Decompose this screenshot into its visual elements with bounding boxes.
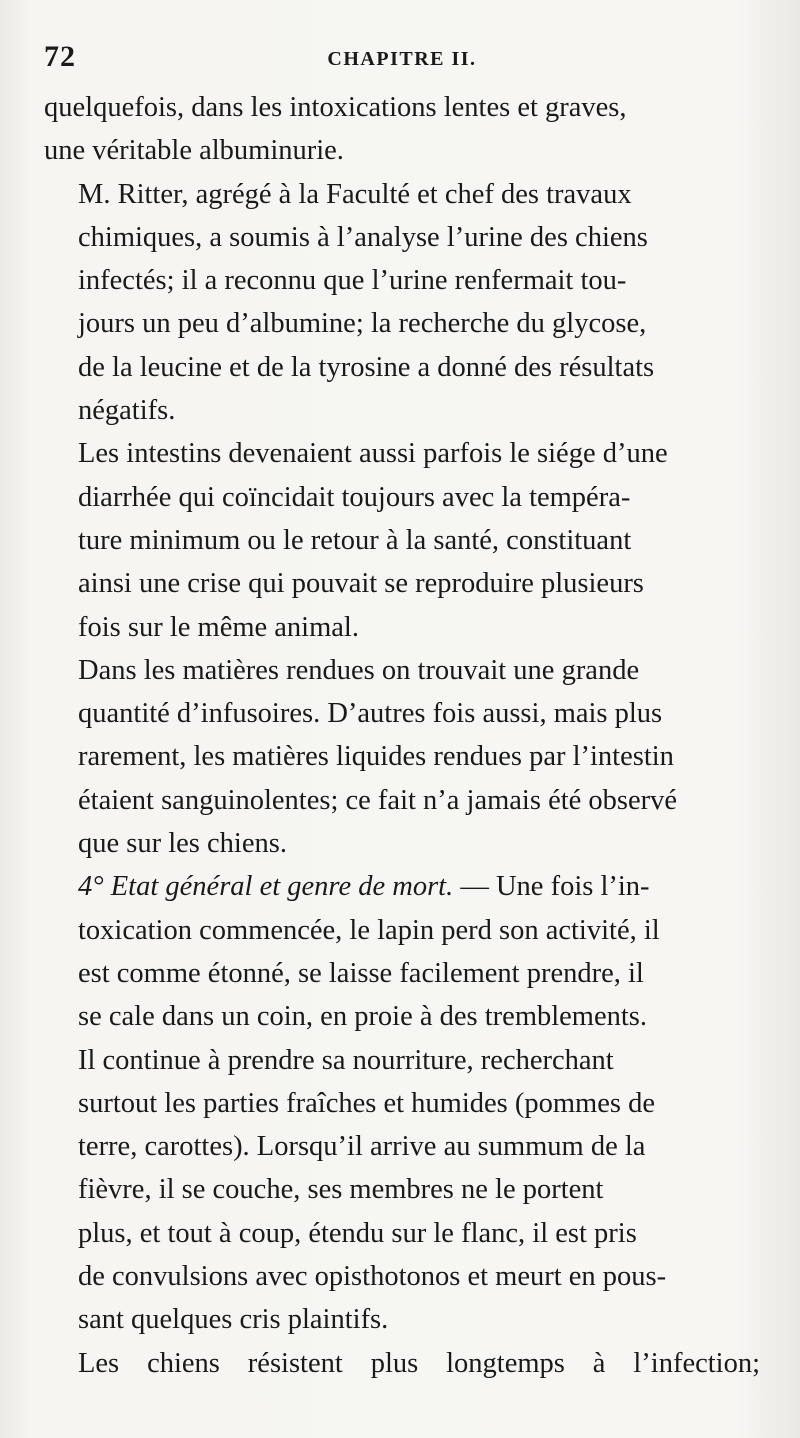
text-line: terre, carottes). Lorsqu’il arrive au summum de la [78, 1131, 646, 1163]
text-line: quelquefois, dans les intoxications lentes et graves, [44, 92, 627, 123]
paragraph-4 [44, 649, 760, 865]
text-line: rarement, les matières liquides rendues par l’intestin [78, 741, 674, 773]
text-line: étaient sanguinolentes; ce fait n’a jamais été observé [78, 784, 678, 816]
text-line: quantité d’infusoires. D’autres fois aussi, mais plus [78, 698, 663, 730]
text-line: plus, et tout à coup, étendu sur le flanc, il est pris [78, 1217, 637, 1249]
text-line: se cale dans un coin, en proie à des tremblements. [78, 1001, 648, 1033]
text-line: Les chiens résistent plus longtemps à l’infection; [78, 1347, 760, 1379]
text-line: sant quelques cris plaintifs. [78, 1304, 389, 1336]
text-line: Les intestins devenaient aussi parfois le siége d’une [78, 438, 668, 470]
text-line: une véritable albuminurie. [44, 135, 344, 167]
text-line [44, 865, 760, 908]
text-line: de la leucine et de la tyrosine a donné des résultats [78, 351, 655, 383]
section-heading: 4° Etat général et genre de mort. [78, 871, 454, 903]
running-head: CHAPITRE II. [327, 48, 477, 70]
text-line: ture minimum ou le retour à la santé, constituant [78, 524, 632, 556]
text-line: surtout les parties fraîches et humides (pommes de [78, 1087, 655, 1119]
paragraph-6 [44, 1342, 760, 1385]
text-line: est comme étonné, se laisse facilement prendre, il [78, 957, 644, 989]
text-line: de convulsions avec opisthotonos et meurt en pous- [78, 1261, 667, 1293]
text-line: jours un peu d’albumine; la recherche du glycose, [78, 308, 647, 340]
text-line: diarrhée qui coïncidait toujours avec la tempéra- [78, 481, 631, 513]
text-line: fièvre, il se couche, ses membres ne le portent [78, 1174, 604, 1206]
text-line: Il continue à prendre sa nourriture, recherchant [78, 1044, 614, 1076]
paragraph-3 [44, 432, 760, 648]
text-line: négatifs. [78, 395, 176, 427]
text-line: fois sur le même animal. [78, 611, 359, 643]
paragraph-2 [44, 173, 760, 433]
text-line: chimiques, a soumis à l’analyse l’urine des chiens [78, 221, 648, 253]
body-text [44, 86, 760, 1385]
paragraph-1 [44, 86, 760, 173]
text-line: que sur les chiens. [78, 828, 287, 860]
text-line: toxication commencée, le lapin perd son activité, il [78, 914, 660, 946]
text-fragment: — Une fois l’in- [453, 871, 650, 903]
page-number: 72 [44, 40, 76, 73]
text-line: ainsi une crise qui pouvait se reproduire plusieurs [78, 568, 644, 600]
page-header [44, 40, 760, 80]
text-line: Dans les matières rendues on trouvait une grande [78, 654, 640, 686]
text-line: infectés; il a reconnu que l’urine renfermait tou- [78, 265, 627, 297]
text-line: M. Ritter, agrégé à la Faculté et chef des travaux [78, 178, 632, 210]
paragraph-5 [44, 865, 760, 1341]
